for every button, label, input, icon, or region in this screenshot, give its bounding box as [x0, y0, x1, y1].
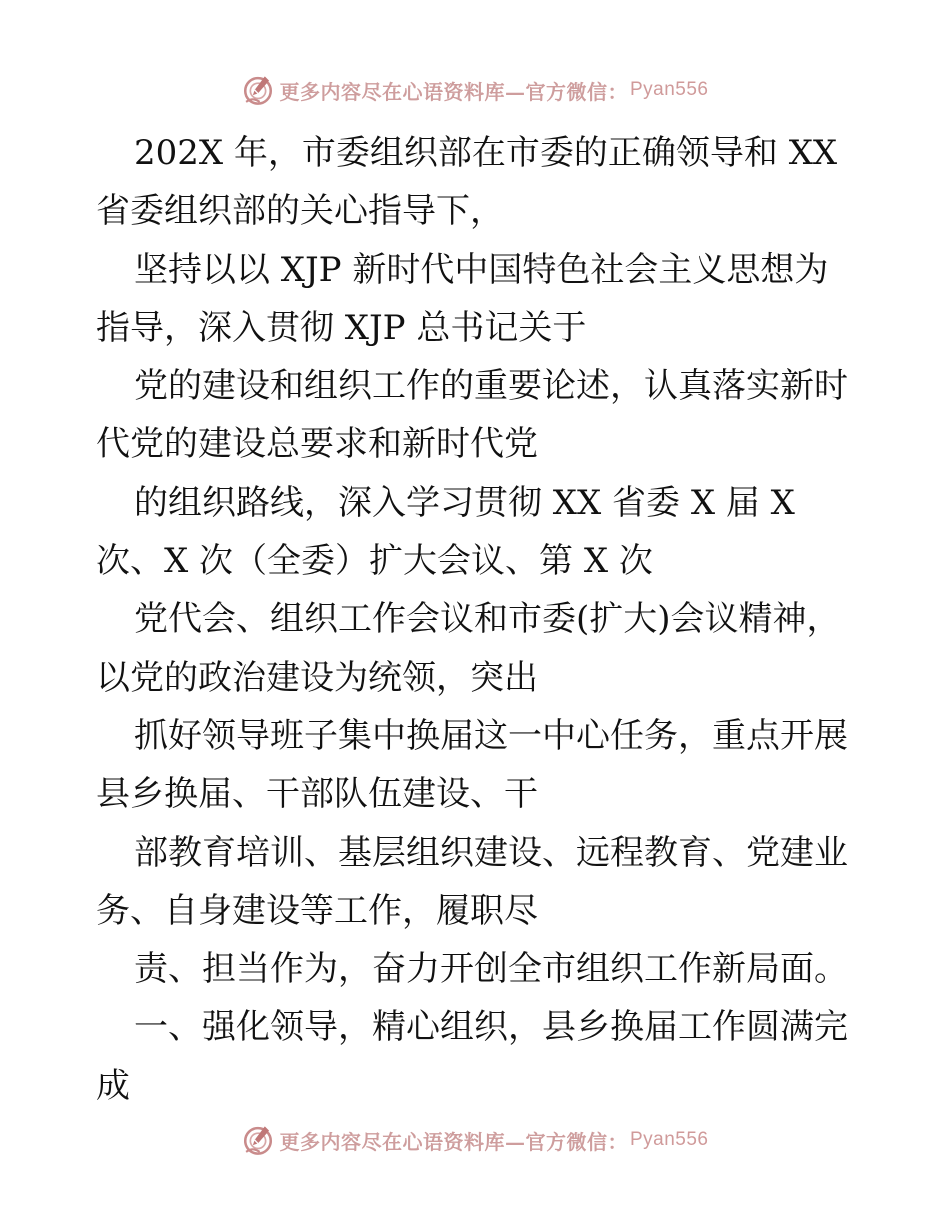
- text-line: 次、X 次（全委）扩大会议、第 X 次: [96, 541, 653, 582]
- footer-wechat-handle: Pyan556: [629, 1129, 709, 1150]
- text-line: 指导，深入贯彻 XJP 总书记关于: [96, 307, 587, 348]
- header-wechat-handle: Pyan556: [629, 79, 709, 100]
- footer-banner-text: 更多内容尽在心语资料库—官方微信：: [279, 1129, 628, 1154]
- section-heading: 一、强化领导，精心组织，县乡换届工作圆满完: [134, 1007, 848, 1048]
- text-line: 以党的政治建设为统领，突出: [96, 657, 538, 698]
- text-line: 省委组织部的关心指导下，: [96, 191, 504, 232]
- body-text: [96, 124, 866, 1115]
- text-line: 抓好领导班子集中换届这一中心任务，重点开展: [134, 715, 848, 756]
- text-line: 部教育培训、基层组织建设、远程教育、党建业: [134, 832, 848, 873]
- text-line: 党代会、组织工作会议和市委(扩大)会议精神，: [134, 599, 841, 640]
- pen-nib-logo-icon: [241, 73, 275, 107]
- text-line: 代党的建设总要求和新时代党: [96, 424, 538, 465]
- text-line: 202X 年，市委组织部在市委的正确领导和 XX: [134, 133, 838, 173]
- text-line: 党的建设和组织工作的重要论述，认真落实新时: [134, 366, 848, 407]
- footer-banner: [0, 1120, 950, 1160]
- text-line: 坚持以以 XJP 新时代中国特色社会主义思想为: [134, 249, 829, 290]
- text-line: 的组织路线，深入学习贯彻 XX 省委 X 届 X: [134, 482, 795, 523]
- header-banner-text: 更多内容尽在心语资料库—官方微信：: [279, 79, 628, 104]
- text-line: 县乡换届、干部队伍建设、干: [96, 774, 538, 815]
- header-banner: [0, 70, 950, 110]
- text-line: 责、担当作为，奋力开创全市组织工作新局面。: [134, 949, 848, 990]
- text-line: 务、自身建设等工作，履职尽: [96, 890, 538, 931]
- section-heading-continued: 成: [96, 1065, 130, 1106]
- pen-nib-logo-icon: [241, 1123, 275, 1157]
